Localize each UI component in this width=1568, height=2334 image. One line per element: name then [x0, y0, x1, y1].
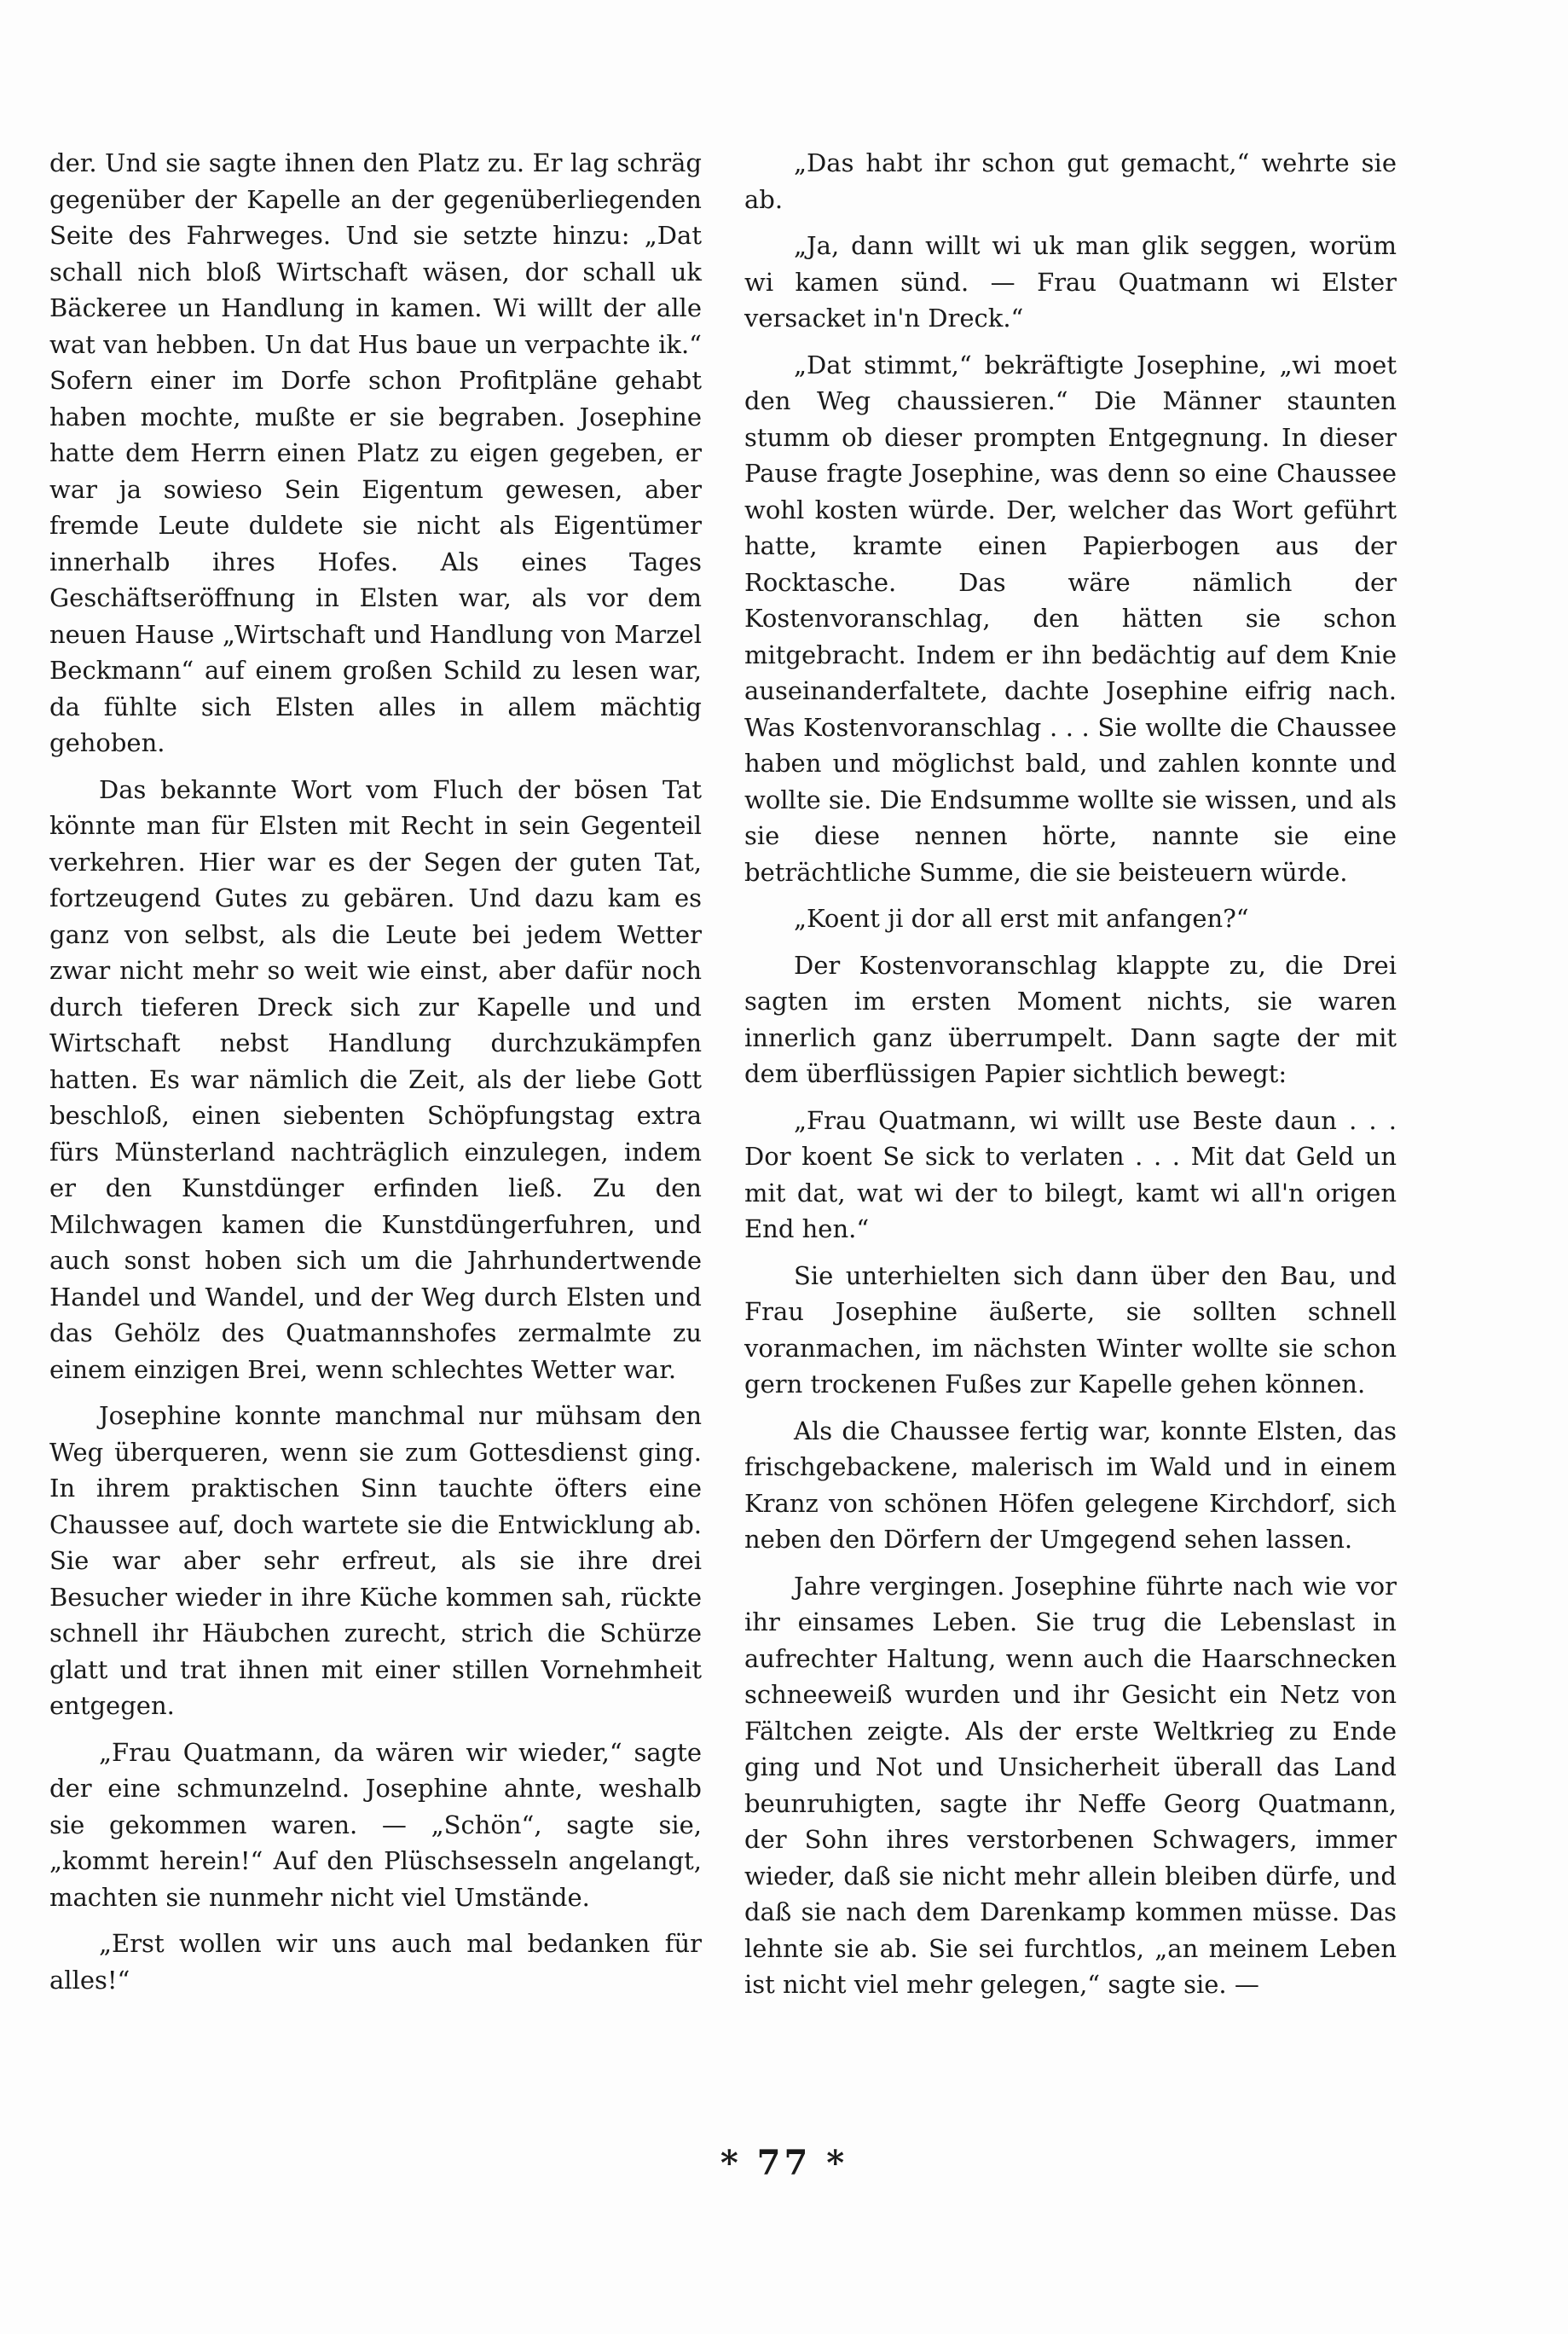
- paragraph: „Dat stimmt,“ bekräftigte Josephine, „wi moet den Weg chaussieren.“ Die Männer staunten stumm ob dieser prompten Entgegnung. In dieser Pause fragte Josephine, was denn so eine Chaussee wohl kosten würde. Der, welcher das Wort geführt hatte, kramte einen Papierbogen aus der Rocktasche. Das wäre nämlich der Kostenvoranschlag, den hätten sie schon mitgebracht. Indem er ihn bedächtig auf dem Knie auseinanderfaltete, dachte Josephine eifrig nach. Was Kostenvoranschlag . . . Sie wollte die Chaussee haben und möglichst bald, und zahlen konnte und wollte sie. Die Endsumme wollte sie wissen, und als sie diese nennen hörte, nannte sie eine beträchtliche Summe, die sie beisteuern würde.: [744, 350, 1397, 887]
- paragraph: „Frau Quatmann, da wären wir wieder,“ sagte der eine schmunzelnd. Josephine ahnte, weshalb sie gekommen waren. — „Schön“, sagte sie, „kommt herein!“ Auf den Plüschsesseln angelangt, machten sie nunmehr nicht viel Umstände.: [49, 1737, 702, 1912]
- paragraph: Der Kostenvoranschlag klappte zu, die Drei sagten im ersten Moment nichts, sie waren innerlich ganz überrumpelt. Dann sagte der mit dem überflüssigen Papier sichtlich bewegt:: [744, 950, 1397, 1088]
- paragraph: Jahre vergingen. Josephine führte nach wie vor ihr einsames Leben. Sie trug die Lebenslast in aufrechter Haltung, wenn auch die Haarschnecken schneeweiß wurden und ihr Gesicht ein Netz von Fältchen zeigte. Als der erste Weltkrieg zu Ende ging und Not und Unsicherheit überall das Land beunruhigten, sagte ihr Neffe Georg Quatmann, der Sohn ihres verstorbenen Schwagers, immer wieder, daß sie nicht mehr allein bleiben dürfe, und daß sie nach dem Darenkamp kommen müsse. Das lehnte sie ab. Sie sei furchtlos, „an meinem Leben ist nicht viel mehr gelegen,“ sagte sie. —: [744, 1571, 1397, 1999]
- paragraph: „Erst wollen wir uns auch mal bedanken für alles!“: [49, 1929, 702, 1995]
- paragraph: Als die Chaussee fertig war, konnte Elsten, das frischgebackene, malerisch im Wald und in einem Kranz von schönen Höfen gelegene Kirchdorf, sich neben den Dörfern der Umgegend sehen lassen.: [744, 1416, 1397, 1554]
- right-text-column: [744, 145, 1397, 2013]
- paragraph: der. Und sie sagte ihnen den Platz zu. Er lag schräg gegenüber der Kapelle an der gegenüberliegenden Seite des Fahrweges. Und sie setzte hinzu: „Dat schall nich bloß Wirtschaft wäsen, dor schall uk Bäckeree un Handlung in kamen. Wi willt der alle wat van hebben. Un dat Hus baue un verpachte ik.“ Sofern einer im Dorfe schon Profitpläne gehabt haben mochte, mußte er sie begraben. Josephine hatte dem Herrn einen Platz zu eigen gegeben, er war ja sowieso Sein Eigentum gewesen, aber fremde Leute duldete sie nicht als Eigentümer innerhalb ihres Hofes. Als eines Tages Geschäftseröffnung in Elsten war, als vor dem neuen Hause „Wirtschaft und Handlung von Marzel Beckmann“ auf einem großen Schild zu lesen war, da fühlte sich Elsten alles in allem mächtig gehoben.: [49, 148, 702, 757]
- paragraph: „Ja, dann willt wi uk man glik seggen, worüm wi kamen sünd. — Frau Quatmann wi Elster versacket in'n Dreck.“: [744, 231, 1397, 333]
- paragraph: „Das habt ihr schon gut gemacht,“ wehrte sie ab.: [744, 148, 1397, 214]
- page-number: * 77 *: [720, 2143, 848, 2183]
- paragraph: Sie unterhielten sich dann über den Bau, und Frau Josephine äußerte, sie sollten schnell voranmachen, im nächsten Winter wollte sie schon gern trockenen Fußes zur Kapelle gehen können.: [744, 1260, 1397, 1399]
- left-text-column: [49, 145, 702, 2008]
- paragraph: „Frau Quatmann, wi willt use Beste daun . . . Dor koent Se sick to verlaten . . . Mit dat Geld un mit dat, wat wi der to bilegt, kamt wi all'n origen End hen.“: [744, 1105, 1397, 1243]
- paragraph: „Koent ji dor all erst mit anfangen?“: [794, 904, 1249, 933]
- paragraph: Das bekannte Wort vom Fluch der bösen Tat könnte man für Elsten mit Recht in sein Gegenteil verkehren. Hier war es der Segen der guten Tat, fortzeugend Gutes zu gebären. Und dazu kam es ganz von selbst, als die Leute bei jedem Wetter zwar nicht mehr so weit wie einst, aber dafür noch durch tieferen Dreck sich zur Kapelle und und Wirtschaft nebst Handlung durchzukämpfen hatten. Es war nämlich die Zeit, als der liebe Gott beschloß, einen siebenten Schöpfungstag extra fürs Münsterland nachträglich einzulegen, indem er den Kunstdünger erfinden ließ. Zu den Milchwagen kamen die Kunstdüngerfuhren, und auch sonst hoben sich um die Jahrhundertwende Handel und Wandel, und der Weg durch Elsten und das Gehölz des Quatmannshofes zermalmte zu einem einzigen Brei, wenn schlechtes Wetter war.: [49, 774, 702, 1384]
- paragraph: Josephine konnte manchmal nur mühsam den Weg überqueren, wenn sie zum Gottesdienst ging. In ihrem praktischen Sinn tauchte öfters eine Chaussee auf, doch wartete sie die Entwicklung ab. Sie war aber sehr erfreut, als sie ihre drei Besucher wieder in ihre Küche kommen sah, rückte schnell ihr Häubchen zurecht, strich die Schürze glatt und trat ihnen mit einer stillen Vornehmheit entgegen.: [49, 1401, 702, 1720]
